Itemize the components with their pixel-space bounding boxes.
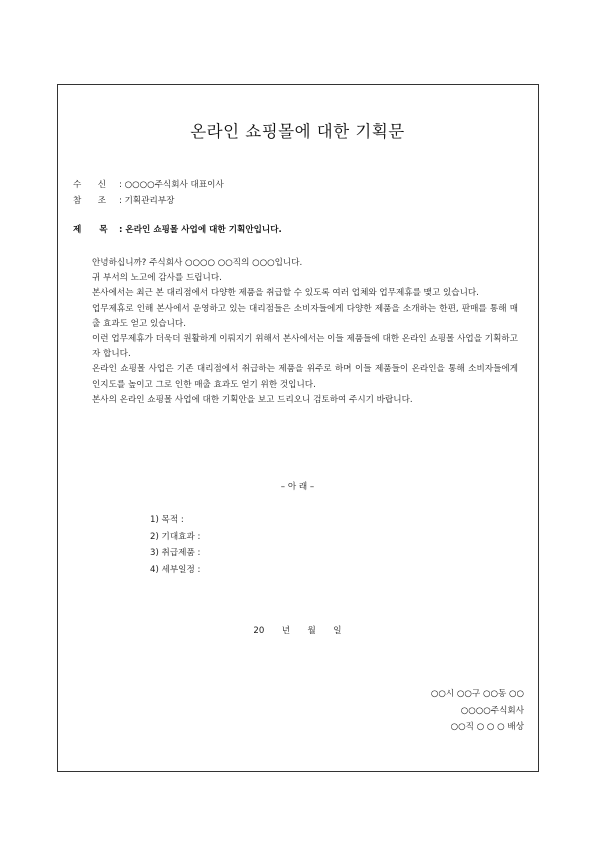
body-paragraph: 본사에서는 최근 본 대리점에서 다양한 제품을 취급할 수 있도록 여러 업체와 업무제휴를 맺고 있습니다. (92, 288, 479, 299)
sender-block (431, 686, 524, 736)
body-paragraph: 본사의 온라인 쇼핑몰 사업에 대한 기획안을 보고 드리오니 검토하여 주시기 바랍니다. (92, 394, 413, 405)
body-paragraph: 귀 부서의 노고에 감사를 드립니다. (92, 273, 222, 284)
list-item: 4) 세부일정 : (150, 564, 201, 575)
subject-field (73, 223, 282, 235)
recipient-field (73, 178, 224, 190)
list-item: 1) 목적 : (150, 515, 184, 525)
reference-value: : 기획관리부장 (119, 196, 175, 206)
document-title: 온라인 쇼핑몰에 대한 기획문 (190, 122, 405, 141)
reference-label: 참 조 (73, 196, 106, 206)
reference-field (73, 194, 174, 206)
subject-value: : 온라인 쇼핑몰 사업에 대한 기획안입니다. (119, 225, 282, 235)
body-paragraph: 업무제휴로 인해 본사에서 운영하고 있는 대리점들은 소비자들에게 다양한 제품을 소개하는 한편, 판매를 통해 매출 효과도 얻고 있습니다. (92, 303, 518, 329)
list-item: 2) 기대효과 : (150, 531, 201, 542)
sender-company: ○○○○주식회사 (460, 705, 524, 716)
subject-label: 제 목 (73, 225, 108, 235)
item-list (150, 512, 200, 578)
body-paragraph: 온라인 쇼핑몰 사업은 기존 대리점에서 취급하는 제품을 위주로 하며 이들 제품들이 온라인을 통해 소비자들에게 인지도를 높이고 그로 인한 매출 효과도 얻기 위한 것입니다. (92, 364, 518, 390)
letter-body (92, 256, 518, 408)
sender-signature: ○○직 ○ ○ ○ 배상 (450, 722, 524, 732)
recipient-value: : ○○○○주식회사 대표이사 (119, 180, 224, 190)
body-paragraph: 안녕하십니까? 주식회사 ○○○○ ○○직의 ○○○입니다. (92, 258, 303, 268)
section-separator: – 아 래 – (280, 482, 315, 492)
sender-address: ○○시 ○○구 ○○동 ○○ (430, 689, 524, 699)
date-line: 20 년 월 일 (253, 626, 342, 636)
body-paragraph: 이런 업무제휴가 더욱더 원활하게 이뤄지기 위해서 본사에서는 이들 제품들에 대한 온라인 쇼핑몰 사업을 기획하고자 합니다. (92, 334, 518, 360)
recipient-label: 수 신 (73, 180, 106, 190)
list-item: 3) 취급제품 : (150, 548, 201, 558)
